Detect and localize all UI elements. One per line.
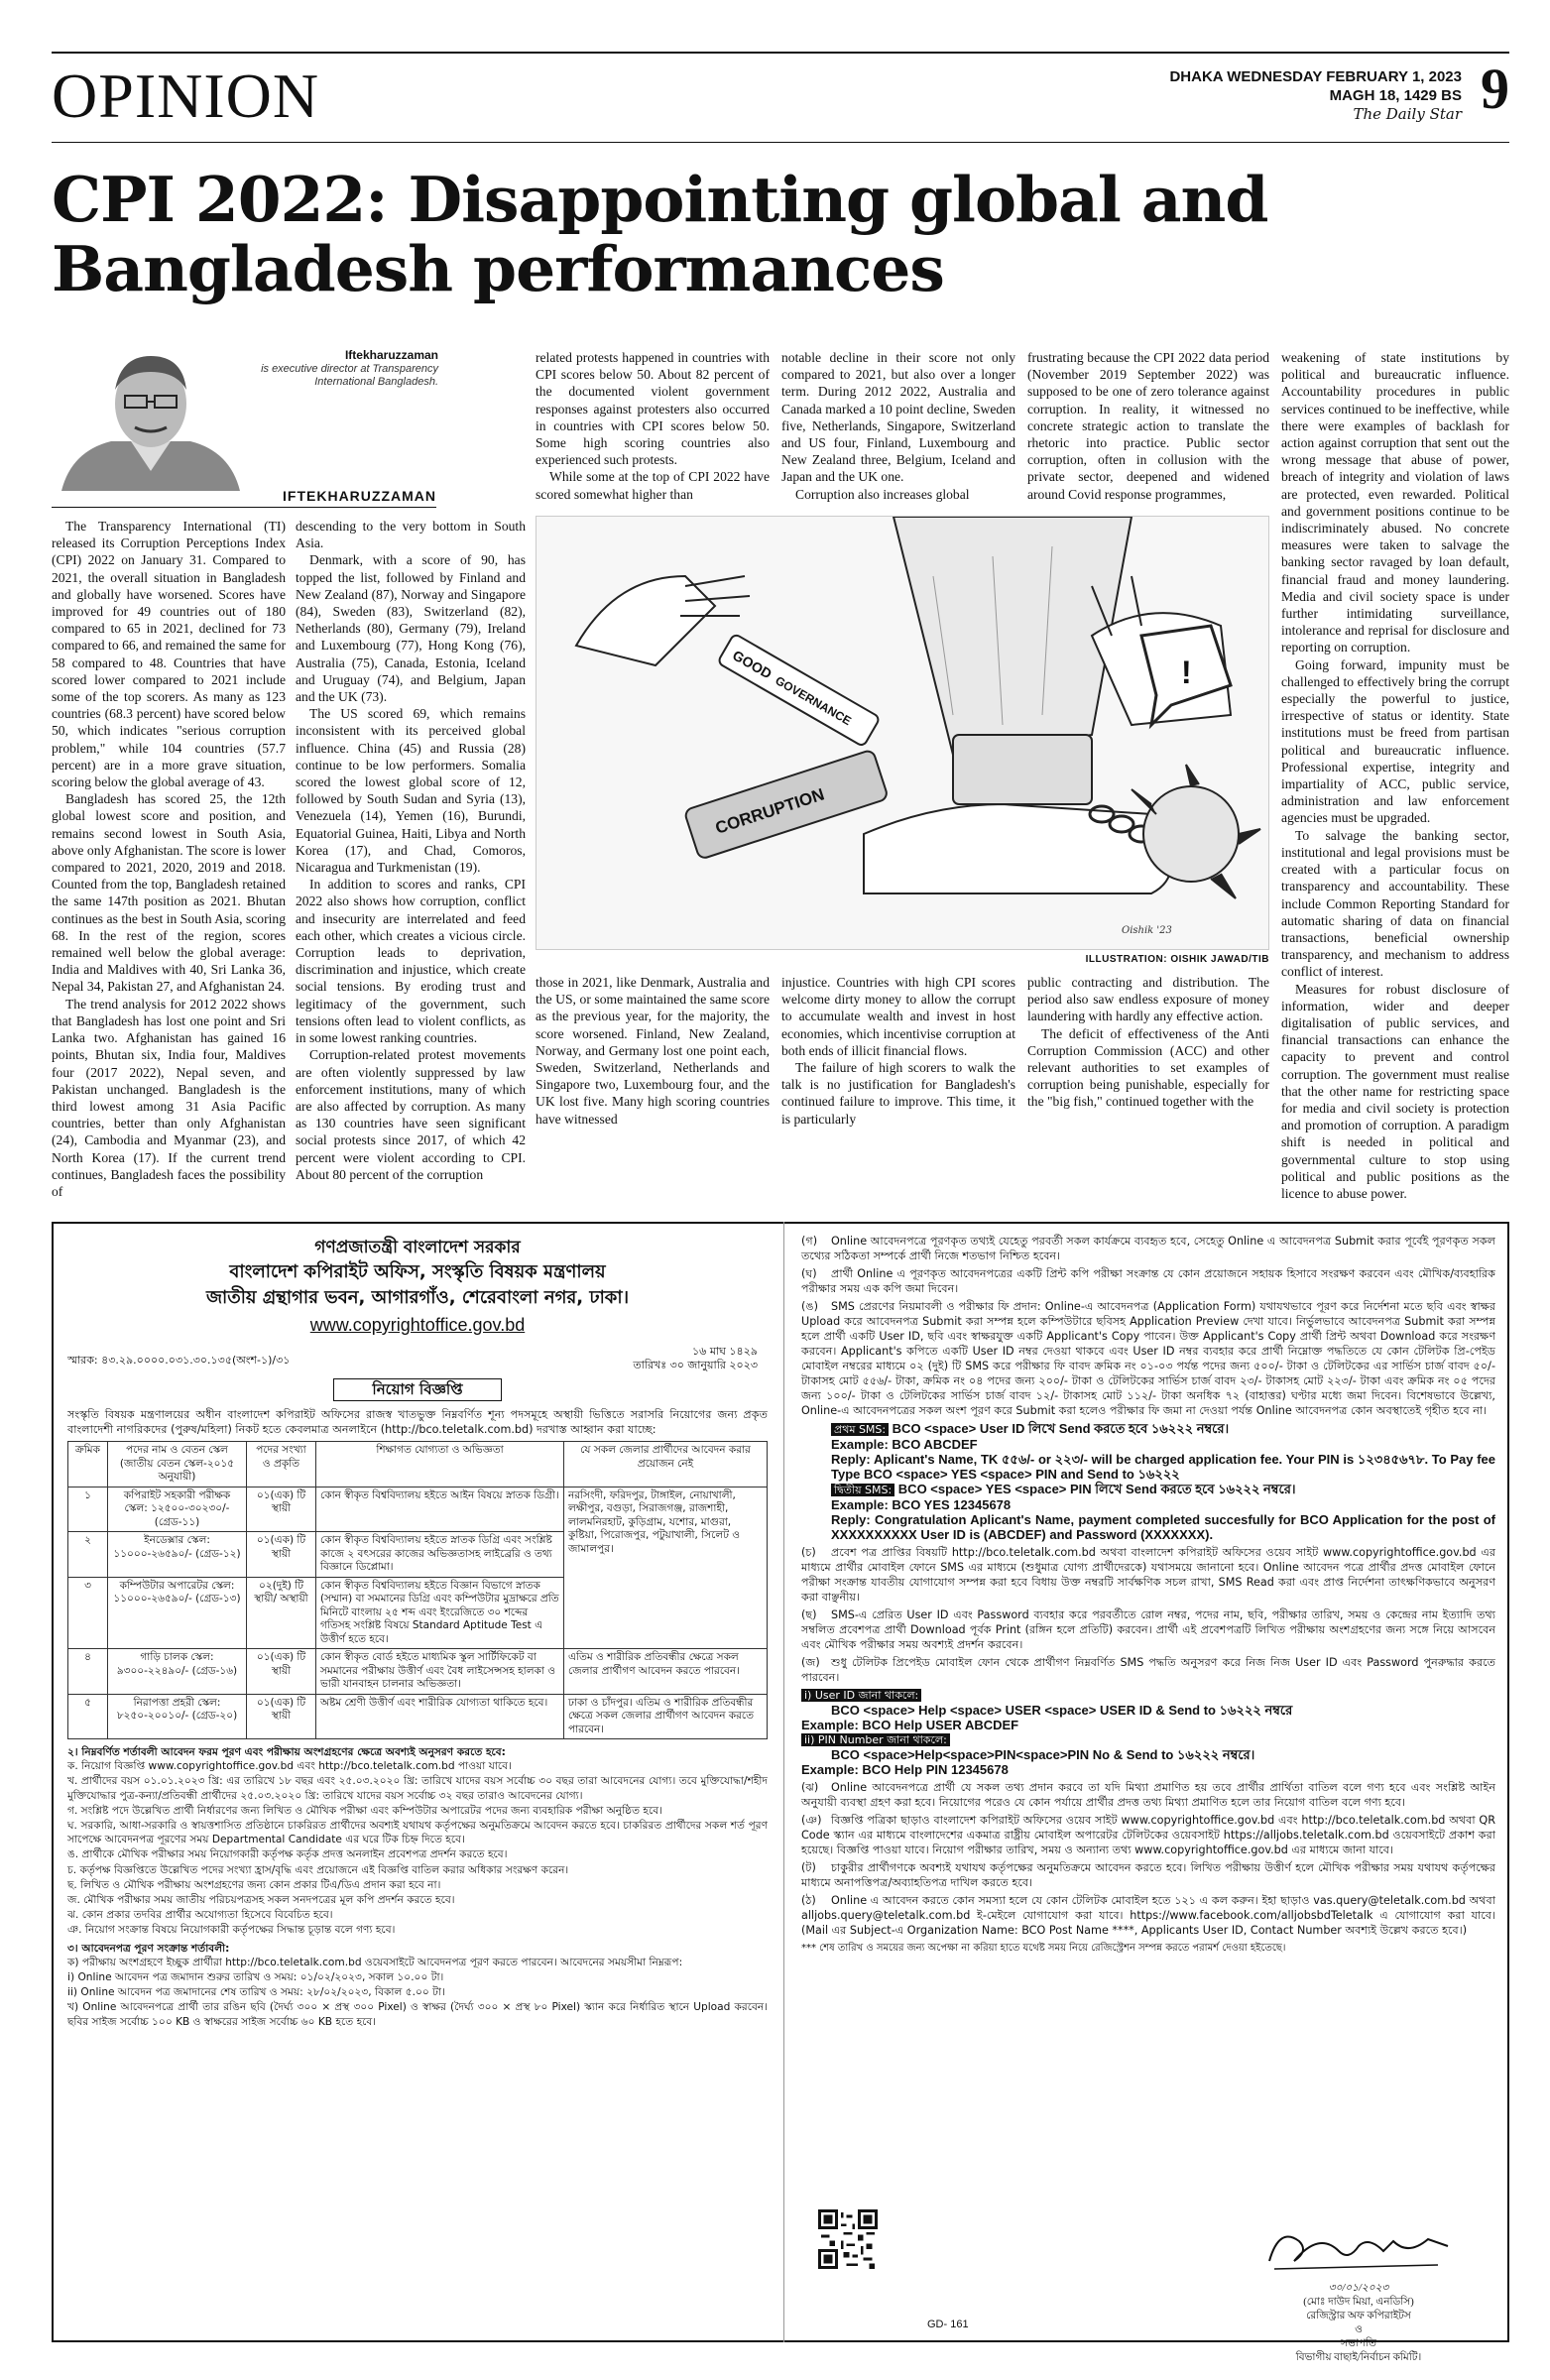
date-bangla: MAGH 18, 1429 BS bbox=[1329, 87, 1462, 104]
headline-line-1: CPI 2022: Disappointing global and bbox=[52, 163, 1268, 236]
paragraph: The deficit of effectiveness of the Anti Corruption Commission (ACC) and other relevant authorities to set examples of corruption being punishable, especially for the "big fish," continued together with the bbox=[1027, 1025, 1269, 1110]
apply-line: i) Online আবেদন পত্র জমাদান শুরুর তারিখ ও সময়: ০১/০২/২০২৩, সকাল ১০.০০ টা। bbox=[67, 1971, 444, 1984]
cell-count: ০১(এক) টি স্থায়ী bbox=[247, 1532, 316, 1578]
condition-item: ঞ. নিয়োগ সংক্রান্ত বিষয়ে নিয়োগকারী কর্তৃপক্ষের সিদ্ধান্ত চূড়ান্ত বলে গণ্য হবে। bbox=[67, 1924, 396, 1937]
paragraph: While some at the top of CPI 2022 have scored somewhat higher than bbox=[536, 469, 770, 502]
cell-post: গাড়ি চালক স্কেল: ৯৩০০-২২৪৯০/- (গ্রেড-১৬) bbox=[108, 1649, 247, 1695]
table-header: ক্রমিক bbox=[68, 1442, 108, 1488]
table-row bbox=[68, 1487, 768, 1532]
cell-qualification: কোন স্বীকৃত বিশ্ববিদ্যালয় হইতে বিজ্ঞান বিভাগে স্নাতক (সম্মান) বা সমমানের ডিগ্রি এবং কম্পিউটার মুদ্রাক্ষরে প্রতি মিনিটে বাংলায় ২৫ শব্দ এবং ইংরেজিতে ৩০ শব্দের গতিসহ সংশ্লিষ্ট বিষয়ে Standard Aptitude Test এ উত্তীর্ণ হতে হবে। bbox=[316, 1577, 564, 1649]
cartoon-label-governance: GOVERNANCE bbox=[773, 673, 854, 729]
paper-logo: The Daily Star bbox=[1353, 105, 1462, 123]
userid-recovery-text: BCO <space> Help <space> USER <space> USER ID & Send to ১৬২২২ নম্বরে bbox=[831, 1703, 1293, 1718]
instruction-item: (ঝ) Online আবেদনপত্রে প্রার্থী যে সকল তথ্য প্রদান করবে তা যদি মিথ্যা প্রমাণিত হয় তবে প্রার্থীর প্রার্থিতা বাতিল বলে গণ্য হবে এবং সংশ্লিষ্ট আইন অনুযায়ী ব্যবস্থা গ্রহণ করা হবে। নিয়োগের পরেও যে কোন পর্যায়ে প্রার্থীর প্রদত্ত তথ্য মিথ্যা প্রমাণিত হলে তার নিয়োগ বাতিল বলে গণ্য হবে। bbox=[801, 1781, 1495, 1809]
instruction-item: (ঠ) Online এ আবেদন করতে কোন সমস্যা হলে যে কোন টেলিটক মোবাইল হতে ১২১ এ কল করুন। ইহা ছাড়াও vas.query@teletalk.com.bd অথবা alljobs.query@teletalk.com.bd ই-মেইলে যোগাযোগ করা যাবে। https://www.facebook.com/alljobsbdTeletalk এ যোগাযোগ করা যাবে। (Mail এর Subject-এ Organization Name: BCO Post Name ****, Applicants User ID, Contact Number অবশ্যই উল্লেখ করতে হবে।) bbox=[801, 1894, 1495, 1937]
article-column-5-top bbox=[1027, 349, 1269, 514]
paragraph: In addition to scores and ranks, CPI 2022 also shows how corruption, conflict and insecurity are interrelated and feed each other, which creates a vicious circle. Corruption leads to deprivation, discrimination and injustice, which create social tensions. By eroding trust and legitimacy of the government, such tensions often lead to violent conflicts, as in some lowest ranking countries. bbox=[296, 877, 526, 1046]
handwritten-signature bbox=[1259, 2221, 1458, 2277]
cell-serial: ১ bbox=[68, 1487, 108, 1532]
signatory-name: (মোঃ দাউদ মিয়া, এনডিসি) bbox=[1303, 2297, 1414, 2308]
cell-districts: এতিম ও শারীরিক প্রতিবন্ধীর ক্ষেত্রে সকল জেলার প্রার্থীগণ আবেদন করতে পারবেন। bbox=[564, 1649, 768, 1695]
paragraph: notable decline in their score not only compared to 2021, but also over a longer term. During 2012 2022, Australia and Canada marked a 10 point decline, Sweden five, Netherlands, Singapore, Switzerland and US four, Finland, Luxembourg and New Zealand three, Belgium, Iceland and Japan and the UK one. bbox=[781, 350, 1015, 485]
gd-number: GD- 161 bbox=[927, 2319, 969, 2330]
apply-line: ক) পরীক্ষায় অংশগ্রহণে ইচ্ছুক প্রার্থীরা http://bco.teletalk.com.bd ওয়েবসাইটে আবেদনপত্র পূরণ করতে পারবেন। আবেদনের সময়সীমা নিম্নরূপ: bbox=[67, 1956, 683, 1968]
headline-line-2: Bangladesh performances bbox=[52, 232, 944, 305]
instruction-item: (ঙ) SMS প্রেরণের নিয়মাবলী ও পরীক্ষার ফি প্রদান: Online-এ আবেদনপত্র (Application Form) যথাযথভাবে পূরণ করে নির্দেশনা মতে ছবি এবং স্বাক্ষর Upload করে আবেদনপত্র Submit করা সম্পন্ন হলে কম্পিউটারে ছবিসহ Application Preview দেখা যাবে। নির্ভুলভাবে আবেদনপত্র Submit করা সম্পন্ন হলে প্রার্থী একটি User ID, ছবি এবং স্বাক্ষরযুক্ত একটি Applicant's Copy পাবেন। উক্ত Applicant's Copy প্রার্থী প্রিন্ট অথবা Download করে সংরক্ষণ করবেন। Applicant's কপিতে একটি User ID নম্বর দেওয়া থাকবে এবং User ID নম্বর ব্যবহার করে প্রার্থী নিম্নোক্ত পদ্ধতিতে যে কোন টেলিটক প্রি-পেইড মোবাইল নম্বরের মাধ্যমে ০২ (দুই) টি SMS করে পরীক্ষার ফি বাবদ ক্রমিক নং ০১-০৩ পর্যন্ত পদের জন্য ৫০০/- টাকা ও টেলিটকের এর সার্ভিস চার্জ বাবদ ৫০/- টাকাসহ মোট ৫৫৬/- টাকা, ক্রমিক নং ০৪ পদের জন্য ২০০/- টাকা ও টেলিটকের সার্ভিস চার্জ বাবদ ২৩/- টাকাসহ মোট ২২৩/- টাকা এবং ক্রমিক নং ০৫ পদের জন্য ১০০/- টাকা ও টেলিটকের সার্ভিস চার্জ বাবদ ১২/- টাকাসহ মোট ১১২/- টাকা অনধিক ৭২ (বাহাত্তর) ঘণ্টার মধ্যে জমা দিবেন। বিশেষভাবে উল্লেখ্য, Online-এ আবেদনপত্রের সকল অংশ পূরণ করে Submit করা হলেও পরীক্ষার ফি জমা না দেওয়া পর্যন্ত Online আবেদনপত্র কোন অবস্থাতেই গৃহীত হবে না। bbox=[801, 1300, 1496, 1417]
instruction-item: (গ) Online আবেদনপত্রে পূরণকৃত তথ্যই যেহেতু পরবর্তী সকল কার্যক্রমে ব্যবহৃত হবে, সেহেতু Online এ আবেদনপত্র Submit করার পূর্বেই পূরণকৃত সকল তথ্যের সঠিকতা সম্পর্কে প্রার্থী নিজে শতভাগ নিশ্চিত হবেন। bbox=[801, 1235, 1495, 1262]
signatory-title: রেজিস্ট্রার অফ কপিরাইটস bbox=[1306, 2311, 1411, 2321]
author-description: is executive director at Transparency International Bangladesh. bbox=[261, 363, 438, 388]
recovery-instructions bbox=[801, 1688, 1495, 1777]
article-column-4-bottom bbox=[781, 974, 1015, 1207]
cartoon-label-corruption: CORRUPTION bbox=[712, 784, 827, 838]
article-column-3-top bbox=[536, 349, 770, 514]
article-column-2 bbox=[296, 518, 526, 1207]
instruction-item: (ঘ) প্রার্থী Online এ পূরণকৃত আবেদনপত্রের একটি প্রিন্ট কপি পরীক্ষা সংক্রান্ত যে কোন প্রয়োজনে সহায়ক হিসাবে সংরক্ষণ করবেন এবং মৌখিক/ব্যবহারিক পরীক্ষার সময় এক কপি জমা দিবেন। bbox=[801, 1267, 1495, 1295]
author-name: Iftekharuzzaman bbox=[344, 348, 438, 362]
pin-recovery-label: ii) PIN Number জানা থাকলে: bbox=[801, 1733, 950, 1746]
sms2-reply: Reply: Congratulation Aplicant's Name, payment completed succesfully for BCO Application for the post of XXXXXXXXXX User ID is (ABCDEF) and Password (XXXXXXX). bbox=[831, 1512, 1495, 1542]
condition-item: জ. মৌখিক পরীক্ষার সময় জাতীয় পরিচয়পত্রসহ সকল সনদপত্রের মূল কপি প্রদর্শন করতে হবে। bbox=[67, 1894, 455, 1907]
cell-serial: ৫ bbox=[68, 1694, 108, 1739]
cartoon-signature: Oishik '23 bbox=[1122, 925, 1172, 936]
ad-office: বাংলাদেশ কপিরাইট অফিস, সংস্কৃতি বিষয়ক মন্ত্রণালয় bbox=[229, 1261, 606, 1282]
paragraph: To salvage the banking sector, institutional and legal provisions must be created with a particular focus on transparency and accountability. These include Common Reporting Standard for automatic sharing of data on financial transactions, beneficial ownership transparency, and mechanism to address conflict of interest. bbox=[1281, 827, 1509, 980]
apply-title: ৩। আবেদনপত্র পূরণ সংক্রান্ত শর্তাবলী: bbox=[67, 1942, 230, 1955]
cell-post: নিরাপত্তা প্রহরী স্কেল: ৮২৫০-২০০১০/- (গ্রেড-২০) bbox=[108, 1694, 247, 1739]
signature-block bbox=[1250, 2221, 1468, 2365]
sms1-reply: Reply: Aplicant's Name, TK ৫৫৬/- or ২২৩/- will be charged application fee. Your PIN is ১২৩৪৫৬৭৮. To Pay fee Type BCO <space> YES <space> PIN and Send to ১৬২২২ bbox=[831, 1452, 1495, 1482]
conditions-section bbox=[67, 1745, 768, 2029]
vacancy-table bbox=[67, 1441, 768, 1739]
date-gregorian: ৩০ জানুয়ারি ২০২৩ bbox=[669, 1359, 758, 1371]
section-name: OPINION bbox=[52, 60, 320, 131]
instruction-item: (ট) চাকুরীর প্রার্থীগণকে অবশ্যই যথাযথ কর্তৃপক্ষের অনুমতিক্রমে আবেদন করতে হবে। লিখিত পরীক্ষায় উত্তীর্ণ হলে মৌখিক পরীক্ষার সময় যথাযথ কর্তৃপক্ষের মাধ্যমে অনাপত্তিপত্র/অব্যাহতিপত্র দাখিল করতে হবে। bbox=[801, 1861, 1495, 1889]
cell-qualification: কোন স্বীকৃত বোর্ড হইতে মাধ্যমিক স্কুল সার্টিফিকেট বা সমমানের পরীক্ষায় উত্তীর্ণ এবং বৈধ লাইসেন্সসহ হালকা ও ভারী যানবাহন চালনার অভিজ্ঞতা। bbox=[316, 1649, 564, 1695]
footnote: *** শেষ তারিখ ও সময়ের জন্য অপেক্ষা না করিয়া হাতে যথেষ্ট সময় নিয়ে রেজিস্ট্রেশন সম্পন্ন করতে পরামর্শ দেওয়া হইতেছে। bbox=[801, 1943, 1286, 1954]
notice-intro: সংস্কৃতি বিষয়ক মন্ত্রণালয়ের অধীন বাংলাদেশ কপিরাইট অফিসের রাজস্ব খাতভুক্ত নিম্নবর্ণিত শূন্য পদসমূহে অস্থায়ী ভিত্তিতে সরাসরি নিয়োগের জন্য প্রকৃত বাংলাদেশী নাগরিকদের (পুরুষ/মহিলা) নিকট হতে কেবলমাত্র অনলাইনে (http://bco.teletalk.com.bd) দরখাস্ত আহ্বান করা যাচ্ছে: bbox=[67, 1408, 768, 1436]
article-column-1 bbox=[52, 518, 286, 1207]
pin-recovery-example: Example: BCO Help PIN 12345678 bbox=[801, 1762, 1009, 1777]
paragraph: weakening of state institutions by political and bureaucratic influence. Accountability procedures in public services continued to be ineffective, while there were examples of backlash for action against corruption that sent out the wrong message that abuse of power, breach of integrity and violation of laws are protected, even rewarded. Political and government positions continue to be indiscriminately abused. No concrete measures were taken to salvage the banking sector ravaged by loan default, financial fraud and money laundering. Media and civil society space is under further intimidating surveillance, intolerance and reprisal for disclosure and reporting on corruption. bbox=[1281, 350, 1509, 655]
table-header: পদের নাম ও বেতন স্কেল (জাতীয় বেতন স্কেল-২০১৫ অনুযায়ী) bbox=[108, 1442, 247, 1488]
condition-item: গ. সংশ্লিষ্ট পদে উল্লেখিত প্রার্থী নির্ধারণের জন্য লিখিত ও মৌখিক পরীক্ষা এবং কম্পিউটার অপারেটর পদের জন্য ব্যবহারিক পরীক্ষা অনুষ্ঠিত হবে। bbox=[67, 1804, 662, 1817]
instruction-item: (জ) শুধু টেলিটক প্রিপেইড মোবাইল ফোন থেকে প্রার্থীগণ নিম্নবর্ণিত SMS পদ্ধতি অনুসরণ করে নিজ নিজ User ID এবং Password পুনরুদ্ধার করতে পারবেন। bbox=[801, 1656, 1495, 1684]
apply-line: খ) Online আবেদনপত্রে প্রার্থী তার রঙিন ছবি (দৈর্ঘ্য ৩০০ × প্রস্থ ৩০০ Pixel) ও স্বাক্ষর (দৈর্ঘ্য ৩০০ × প্রস্থ ৮০ Pixel) স্ক্যান করে নির্ধারিত স্থানে Upload করবেন। ছবির সাইজ সর্বোচ্চ ১০০ KB ও স্বাক্ষরের সাইজ সর্বোচ্চ ৬০ KB হতে হবে। bbox=[67, 2001, 768, 2028]
byline: IFTEKHARUZZAMAN bbox=[52, 488, 436, 508]
table-header: যে সকল জেলার প্রার্থীদের আবেদন করার প্রয়োজন নেই bbox=[564, 1442, 768, 1488]
cell-qualification: কোন স্বীকৃত বিশ্ববিদ্যালয় হইতে আইন বিষয়ে স্নাতক ডিগ্রী। bbox=[316, 1487, 564, 1532]
ad-header bbox=[67, 1236, 768, 1339]
sms2-label: দ্বিতীয় SMS: bbox=[831, 1484, 894, 1496]
sms1-example: Example: BCO ABCDEF bbox=[831, 1437, 978, 1452]
userid-recovery-example: Example: BCO Help USER ABCDEF bbox=[801, 1718, 1019, 1732]
signatory-role: সভাপতি bbox=[1341, 2338, 1376, 2349]
cartoon-alert-mark: ! bbox=[1181, 654, 1192, 690]
sms2-example: Example: BCO YES 12345678 bbox=[831, 1497, 1012, 1512]
date-label: তারিখঃ bbox=[633, 1359, 667, 1371]
ad-right-column bbox=[801, 1234, 1495, 1959]
author-info bbox=[260, 349, 438, 389]
paragraph: The US scored 69, which remains inconsistent with its perceived global influence. China (45) and Russia (28) continue to be low performers. Somalia scored the lowest global score of 12, followed by South Sudan and Syria (13), Venezuela (14), Yemen (16), Burundi, Equatorial Guinea, Haiti, Libya and North Korea (17), and Chad, Comoros, Nicaragua and Turkmenistan (19). bbox=[296, 706, 526, 876]
cartoon-label-good: GOOD bbox=[730, 647, 775, 682]
table-header: শিক্ষাগত যোগ্যতা ও অভিজ্ঞতা bbox=[316, 1442, 564, 1488]
cell-count: ০১(এক) টি স্থায়ী bbox=[247, 1487, 316, 1532]
table-row bbox=[68, 1694, 768, 1739]
masthead bbox=[52, 52, 1509, 143]
paragraph: Bangladesh has scored 25, the 12th global lowest score and position, and remains second lowest in South Asia, above only Afghanistan. The score is lower compared to 2021, 2020, 2019 and 2018. Counted from the top, Bangladesh retained the same 147th position as 2021. Bhutan continues as the best in South Asia, scoring 68. In the rest of the region, scores remained well below the global average: India and Maldives with 40, Sri Lanka 36, Nepal 34, Pakistan 27, and Afghanistan 24. bbox=[52, 791, 286, 995]
paragraph: frustrating because the CPI 2022 data period (November 2019 September 2022) was supposed to be one of zero tolerance against corruption. In reality, it witnessed no concrete strategic action to translate the rhetoric into practice. Public sector corruption, often in collusion with the private sector, deepened and widened around Covid response programmes, bbox=[1027, 350, 1269, 502]
pin-recovery-text: BCO <space>Help<space>PIN<space>PIN No & Send to ১৬২২২ নম্বরে। bbox=[831, 1747, 1255, 1762]
article-headline bbox=[52, 165, 1480, 303]
paragraph: public contracting and distribution. The period also saw endless exposure of money laundering with hardly any effective action. bbox=[1027, 975, 1269, 1024]
paragraph: related protests happened in countries with CPI scores below 50. About 82 percent of the documented violent government responses against protesters also occurred in countries with CPI scores below 50. Some high scoring countries also experienced such protests. bbox=[536, 350, 770, 468]
page-number: 9 bbox=[1481, 57, 1509, 121]
article-column-3-bottom bbox=[536, 974, 770, 1207]
cell-post: ইনডেক্সার স্কেল: ১১০০০-২৬৫৯০/- (গ্রেড-১২) bbox=[108, 1532, 247, 1578]
cell-serial: ২ bbox=[68, 1532, 108, 1578]
cell-serial: ৪ bbox=[68, 1649, 108, 1695]
paragraph: Measures for robust disclosure of information, wider and deeper digitalisation of public services, and financial transactions can enhance the capacity to prevent and control corruption. The government must realise that the other name for restricting space for media and civil society is protection and promotion of corruption. A paradigm shift is needed in political and governmental culture to stop using political and public positions as the licence to abuse power. bbox=[1281, 981, 1509, 1201]
qr-code[interactable] bbox=[818, 2209, 878, 2269]
date-english: DHAKA WEDNESDAY FEBRUARY 1, 2023 bbox=[1169, 68, 1462, 85]
date-bangla-calendar: ১৬ মাঘ ১৪২৯ bbox=[692, 1345, 758, 1358]
instruction-item: (ঞ) বিজ্ঞপ্তি পত্রিকা ছাড়াও বাংলাদেশ কপিরাইট অফিসের ওয়েব সাইট www.copyrightoffice.gov.bd এবং http://bco.teletalk.com.bd অথবা QR Code স্ক্যান এর মাধ্যমে বাংলাদেশের একমাত্র রাষ্ট্রীয় মোবাইল অপারেটর টেলিটকের ওয়েবসাইট https://alljobs.teletalk.com.bd ওয়েবসাইটে প্রকাশ করা হয়েছে। বিজ্ঞপ্তি পাওয়া যাবে। নিয়োগ পরীক্ষার তারিখ, সময় ও অন্যান্য তথ্য www.copyrightoffice.gov.bd এর মাধ্যমে জানা যাবে। bbox=[801, 1814, 1495, 1856]
ad-government: গণপ্রজাতন্ত্রী বাংলাদেশ সরকার bbox=[314, 1238, 521, 1257]
condition-item: ঙ. প্রার্থীকে মৌখিক পরীক্ষার সময় নিয়োগকারী কর্তৃপক্ষ কর্তৃক প্রদত্ত অনলাইন প্রবেশপত্র প্রদর্শন করতে হবে। bbox=[67, 1848, 508, 1861]
paragraph: Corruption-related protest movements are often violently suppressed by law enforcement institutions, many of which are also affected by corruption. As many as 130 countries have seen significant social protests since 2017, of which 42 percent were violent according to CPI. About 80 percent of the corruption bbox=[296, 1047, 526, 1182]
paragraph: descending to the very bottom in South Asia. bbox=[296, 519, 526, 551]
dateline bbox=[1169, 67, 1462, 124]
table-row bbox=[68, 1649, 768, 1695]
userid-recovery-label: i) User ID জানা থাকলে: bbox=[801, 1689, 921, 1702]
memo-dates bbox=[633, 1345, 758, 1372]
paragraph: Denmark, with a score of 90, has topped the list, followed by Finland and New Zealand (87), Norway and Singapore (84), Sweden (83), Switzerland (82), Netherlands (80), Germany (79), Ireland and Luxembourg (77), Hong Kong (76), Australia (75), Canada, Estonia, Iceland and Uruguay (74), and Belgium, Japan and the UK (73). bbox=[296, 552, 526, 705]
cell-count: ০২(দুই) টি স্থায়ী/ অস্থায়ী bbox=[247, 1577, 316, 1649]
signatory-conjunction: ও bbox=[1355, 2324, 1363, 2335]
paragraph: The failure of high scorers to walk the talk is no justification for Bangladesh's continued failure to improve. This time, it is particularly bbox=[781, 1060, 1015, 1127]
cartoon-illustration bbox=[536, 516, 1269, 950]
cell-qualification: কোন স্বীকৃত বিশ্ববিদ্যালয় হইতে স্নাতক ডিগ্রি এবং সংশ্লিষ্ট কাজে ২ বৎসরের কাজের অভিজ্ঞতাসহ লাইব্রেরি ও তথ্য বিজ্ঞানে ডিপ্লোমা। bbox=[316, 1532, 564, 1578]
condition-item: খ. প্রার্থীদের বয়স ০১.০১.২০২৩ খ্রি: এর তারিখে ১৮ বছর এবং ২৫.০৩.২০২০ খ্রি: তারিখে যাদের বয়স সর্বোচ্চ ৩০ বছর তারা আবেদনের যোগ্য। তবে মুক্তিযোদ্ধা/শহীদ মুক্তিযোদ্ধার পুত্র-কন্যা/প্রতিবন্ধী প্রার্থীদের ২৫.০৩.২০২০ খ্রি: তারিখে যাদের বয়স সর্বোচ্চ ৩২ বছর তারাও আবেদনের যোগ্য। bbox=[67, 1775, 768, 1802]
instruction-item: (চ) প্রবেশ পত্র প্রাপ্তির বিষয়টি http://bco.teletalk.com.bd অথবা বাংলাদেশ কপিরাইট অফিসের ওয়েব সাইট www.copyrightoffice.gov.bd এর মাধ্যমে প্রার্থীর মোবাইল ফোনে SMS এর মাধ্যমে (শুধুমাত্র যোগ্য প্রার্থীদেরকে) যথাসময়ে জানানো হবে। Online আবেদন পত্রে প্রার্থীর প্রদত্ত মোবাইল ফোনে পরীক্ষা সংক্রান্ত যাবতীয় যোগাযোগ সম্পন্ন করা হবে বিধায় উক্ত নম্বরটি সার্বক্ষণিক সচল রাখা, SMS Read করা এবং প্রাপ্ত নির্দেশনা তাৎক্ষণিকভাবে অনুসরণ করা বাঞ্ছনীয়। bbox=[801, 1546, 1495, 1604]
article-column-5-bottom bbox=[1027, 974, 1269, 1207]
memo-row bbox=[67, 1345, 768, 1374]
notice-title: নিয়োগ বিজ্ঞপ্তি bbox=[333, 1378, 502, 1401]
condition-item: ক. নিয়োগ বিজ্ঞপ্তি www.copyrightoffice.gov.bd এবং http://bco.teletalk.com.bd পাওয়া যাবে। bbox=[67, 1760, 512, 1773]
memo-number: স্মারক: ৪৩.২৯.০০০০.০৩১.৩০.১৩৫(অংশ-১)/৩১ bbox=[67, 1354, 291, 1367]
condition-item: ছ. লিখিত ও মৌখিক পরীক্ষায় অংশগ্রহণের জন্য কোন প্রকার টিএ/ডিএ প্রদান করা হবে না। bbox=[67, 1878, 441, 1891]
paragraph: The Transparency International (TI) released its Corruption Perceptions Index (CPI) 2022 on January 31. Compared to 2021, the overall situation in Bangladesh and globally have worsened. Scores have improved for 49 countries out of 180 compared to 65 in 2021, declined for 73 compared to 66, and remained the same for 58 compared to 48. Countries that have scored lower compared to 2021 include some of the top scorers. As many as 123 countries (68.3 percent) have scored below 50, which indicates "serious corruption problem," while 104 countries (57.7 percent) are in a more grave situation, scoring below the global average of 43. bbox=[52, 519, 286, 790]
cell-districts: নরসিংদী, ফরিদপুর, টাঙ্গাইল, নোয়াখালী, লক্ষীপুর, বগুড়া, সিরাজগঞ্জ, রাজশাহী, লালমনিরহাট, কুড়িগ্রাম, যশোর, মাগুরা, কুষ্টিয়া, পিরোজপুর, পটুয়াখালী, সিলেট ও জামালপুর। bbox=[564, 1487, 768, 1649]
ad-website-link[interactable]: www.copyrightoffice.gov.bd bbox=[309, 1315, 526, 1335]
ad-left-column bbox=[67, 1236, 768, 2030]
condition-item: চ. কর্তৃপক্ষ বিজ্ঞপ্তিতে উল্লেখিত পদের সংখ্যা হ্রাস/বৃদ্ধি এবং প্রয়োজনে এই বিজ্ঞপ্তি বাতিল করার অধিকার সংরক্ষণ করেন। bbox=[67, 1863, 569, 1876]
paragraph: Going forward, impunity must be challenged to effectively bring the corrupt especially the powerful to justice, irrespective of status or identity. State institutions must be freed from partisan political and bureaucratic influence. Professional expertise, integrity and impartiality of ACC, public service, administration and law enforcement agencies must be upgraded. bbox=[1281, 656, 1509, 826]
sms1-text: BCO <space> User ID লিখে Send করতে হবে ১৬২২২ নম্বরে। bbox=[892, 1421, 1230, 1436]
cell-post: কম্পিউটার অপারেটর স্কেল: ১১০০০-২৬৫৯০/- (গ্রেড-১৩) bbox=[108, 1577, 247, 1649]
conditions-title: ২। নিম্নবর্ণিত শর্তাবলী আবেদন ফরম পূরণ এবং পরীক্ষায় অংশগ্রহণের ক্ষেত্রে অবশ্যই অনুসরণ করতে হবে: bbox=[67, 1746, 506, 1758]
ad-column-divider bbox=[783, 1222, 784, 2342]
signature-date: ৩০/০১/২০২৩ bbox=[1328, 2283, 1389, 2294]
paragraph: those in 2021, like Denmark, Australia and the US, or some maintained the same score as the previous year, for the majority, the score worsened. Finland, New Zealand, Norway, and Germany lost one point each, Sweden, Switzerland, Netherlands and Singapore two, Luxembourg four, and the UK lost five. Many high scoring countries have witnessed bbox=[536, 975, 770, 1127]
illustration-credit: ILLUSTRATION: OISHIK JAWAD/TIB bbox=[1085, 954, 1269, 965]
paragraph: injustice. Countries with high CPI scores welcome dirty money to allow the corrupt to accumulate wealth and invest in host economies, which incentivise corruption at both ends of illicit financial flows. bbox=[781, 975, 1015, 1058]
sms1-label: প্রথম SMS: bbox=[831, 1423, 889, 1436]
cell-qualification: অষ্টম শ্রেণী উত্তীর্ণ এবং শারীরিক যোগ্যতা থাকিতে হবে। bbox=[316, 1694, 564, 1739]
instruction-item: (ছ) SMS-এ প্রেরিত User ID এবং Password ব্যবহার করে পরবর্তীতে রোল নম্বর, পদের নাম, ছবি, পরীক্ষার তারিখ, সময় ও কেন্দ্রের নাম ইত্যাদি তথ্য সম্বলিত প্রবেশপত্র প্রার্থী Download পূর্বক Print (রঙ্গিন হলে প্রতিটি) করবেন। প্রার্থী এই প্রবেশপত্রটি লিখিত পরীক্ষায় অংশগ্রহণের জন্য সঙ্গে নিয়ে আসবেন এবং মৌখিক পরীক্ষার সময় অবশ্যই প্রদর্শন করবেন। bbox=[801, 1608, 1496, 1651]
signatory-committee: বিভাগীয় বাছাই/নির্বাচন কমিটি। bbox=[1295, 2352, 1422, 2363]
cell-districts: ঢাকা ও চাঁদপুর। এতিম ও শারীরিক প্রতিবন্ধীর ক্ষেত্রে সকল জেলার প্রার্থীগণ আবেদন করতে পারবেন। bbox=[564, 1694, 768, 1739]
sms-instructions bbox=[801, 1421, 1495, 1542]
article-column-6 bbox=[1281, 349, 1509, 1207]
table-header: পদের সংখ্যা ও প্রকৃতি bbox=[247, 1442, 316, 1488]
article-column-4-top bbox=[781, 349, 1015, 514]
cell-post: কপিরাইট সহকারী পরীক্ষক স্কেল: ১২৫০০-৩০২৩০/- (গ্রেড-১১) bbox=[108, 1487, 247, 1532]
sms2-text: BCO <space> YES <space> PIN লিখে Send করতে হবে ১৬২২২ নম্বরে। bbox=[897, 1482, 1296, 1496]
cell-serial: ৩ bbox=[68, 1577, 108, 1649]
cell-count: ০১(এক) টি স্থায়ী bbox=[247, 1649, 316, 1695]
author-photo bbox=[52, 342, 250, 491]
ad-address: জাতীয় গ্রন্থাগার ভবন, আগারগাঁও, শেরেবাংলা নগর, ঢাকা। bbox=[205, 1287, 630, 1308]
condition-item: ঘ. সরকারি, আধা-সরকারি ও স্বায়ত্তশাসিত প্রতিষ্ঠানে চাকরিরত প্রার্থীদের অবশ্যই যথাযথ কর্তৃপক্ষের অনুমতিক্রমে আবেদন করতে হবে। চাকরিরত প্রার্থীদের সকল শর্ত পূরণ সাপেক্ষে আবেদনপত্র পূরণের সময় Departmental Candidate এর ঘরে টিক চিহ্ন দিতে হবে। bbox=[67, 1820, 768, 1846]
condition-item: ঝ. কোন প্রকার তদবির প্রার্থীর অযোগ্যতা হিসেবে বিবেচিত হবে। bbox=[67, 1909, 333, 1922]
paragraph: The trend analysis for 2012 2022 shows that Bangladesh has lost one point and Sri Lanka two. Afghanistan has gained 16 points, Bhutan six, India four, Maldives four (2017 2022), Nepal seven, and Pakistan unchanged. Bangladesh is the third lowest among 31 Asia Pacific countries, better than only Afghanistan (24), Cambodia and Myanmar (23), and North Korea (17). If the current trend continues, Bangladesh faces the possibility of bbox=[52, 996, 286, 1199]
apply-line: ii) Online আবেদন পত্র জমাদানের শেষ তারিখ ও সময়: ২৮/০২/২০২৩, বিকাল ৫.০০ টা। bbox=[67, 1986, 445, 1999]
cell-count: ০১(এক) টি স্থায়ী bbox=[247, 1694, 316, 1739]
paragraph: Corruption also increases global bbox=[795, 486, 970, 502]
table-header-row bbox=[68, 1442, 768, 1488]
